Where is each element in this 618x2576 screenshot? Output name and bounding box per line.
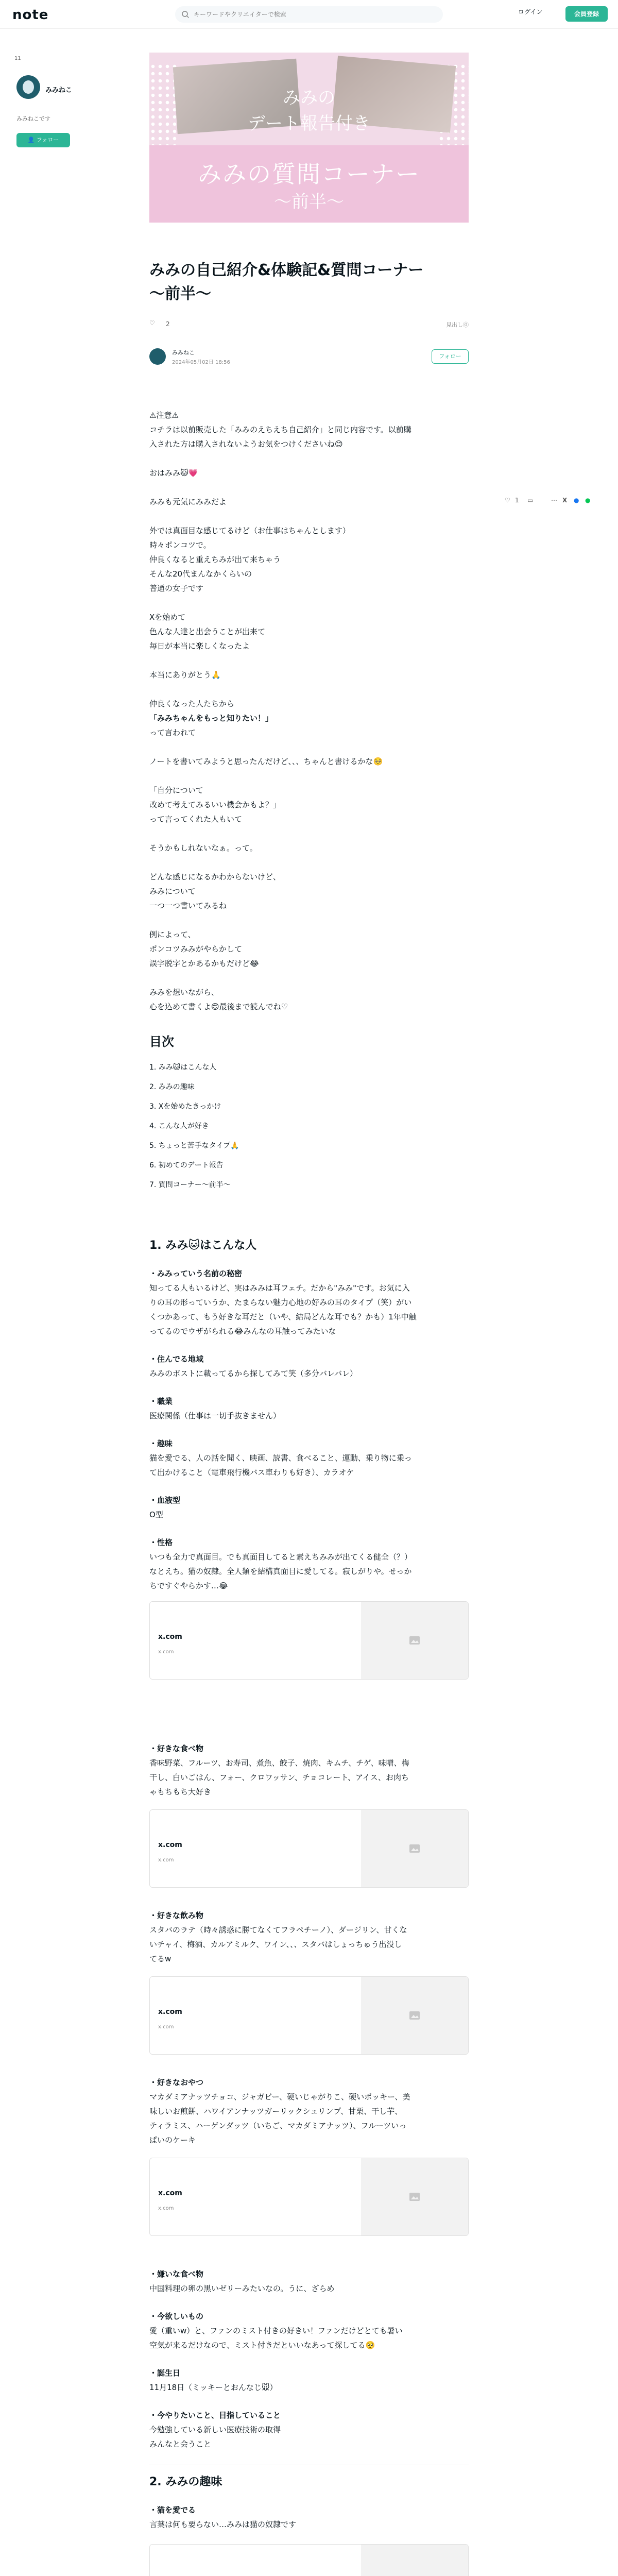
intro-line: 仲良くなると重えちみが出て来ちゃう <box>149 555 281 564</box>
search-box[interactable] <box>175 6 443 23</box>
block-label: ・嫌いな食べ物 <box>149 2269 204 2279</box>
block-label: ・好きな飲み物 <box>149 1911 204 1920</box>
toc-item[interactable]: 5. ちょっと苦手なタイプ🙏 <box>149 1142 239 1150</box>
block-text: 知ってる人もいるけど、実はみみは耳フェチ。だから"みみ"です。お気に入 <box>149 1283 410 1293</box>
magazine-count: 11 <box>14 56 21 61</box>
person-add-icon: 👤 <box>27 137 37 143</box>
block-text: 空気が来るだけなので、ミスト付きだといいなあって探してる🥺 <box>149 2341 375 2350</box>
block-text: 中国料理の卵の黒いゼリーみたいなの。うに、ざらめ <box>149 2284 335 2293</box>
heart-icon[interactable]: ♡ <box>149 319 155 327</box>
intro-line: 色んな人達と出会うことが出来て <box>149 627 266 636</box>
intro-line: 「みみちゃんをもっと知りたい！」 <box>149 714 273 723</box>
intro-line: みみについて <box>149 887 196 896</box>
embed-thumbnail <box>361 2545 468 2576</box>
block-text: ゃもちもち大好き <box>149 1787 212 1797</box>
intro-line: どんな感じになるかわからないけど、 <box>149 872 281 882</box>
intro-line: って言ってくれた人もいて <box>149 815 243 824</box>
intro-line: みみも元気にみみだよ <box>149 497 227 506</box>
intro-line: おはみみ🐱💗 <box>149 468 198 478</box>
intro-line: 一つ一つ書いてみるね <box>149 901 227 910</box>
block-text: マカダミアナッツチョコ、ジャガビー、硬いじゃがりこ、硬いポッキー、美 <box>149 2092 410 2102</box>
block-label: ・趣味 <box>149 1439 173 1448</box>
author-avatar[interactable] <box>149 348 166 365</box>
intro-line: って言われて <box>149 728 196 737</box>
author-row <box>149 346 469 367</box>
block-text: てるw <box>149 1954 171 1963</box>
facebook-share-icon[interactable]: ● <box>574 497 579 504</box>
embed-url: x.com <box>158 2206 174 2211</box>
hero-line-1: みみの <box>283 88 335 108</box>
toc-item[interactable]: 2. みみの趣味 <box>149 1083 195 1091</box>
intro-line: 普通の女子です <box>149 584 204 593</box>
share-bar <box>505 495 613 507</box>
block-text: いチャイ、梅酒、カルアミルク、ワイン、、、スタバはしょっちゅう出没し <box>149 1940 402 1949</box>
block-text: 干し、白いごはん、フォー、クロワッサン、チョコレート、アイス、お肉ち <box>149 1773 409 1782</box>
block-text: ちですぐやらかす…😂 <box>149 1581 228 1590</box>
toc-item[interactable]: 7. 質問コーナー〜前半〜 <box>149 1181 231 1189</box>
block-text: ってるのでウザがられる😂みんなの耳触ってみたいな <box>149 1327 336 1336</box>
creator-sidebar <box>14 56 112 143</box>
intro-line: 入された方は購入されないようお気をつけくださいね😊 <box>149 439 343 449</box>
block-text: て出かけること（電車飛行機バス車わりも好き）、カラオケ <box>149 1468 354 1477</box>
x-embed-card[interactable] <box>149 1809 469 1888</box>
hero-image <box>149 53 469 223</box>
intro-line: 仲良くなった人たちから <box>149 699 235 708</box>
intro-line: みみを想いながら、 <box>149 988 219 997</box>
block-text: 猫を愛でる、人の話を聞く、映画、読書、食べること、運動、乗り物に乗っ <box>149 1453 412 1463</box>
intro-line: コチラは以前販売した「みみのえちえち自己紹介」と同じ内容です。以前購 <box>149 425 411 434</box>
follow-button[interactable]: フォロー <box>432 349 469 364</box>
image-placeholder-icon <box>408 1842 421 1855</box>
block-text: いつも全力で真面目。でも真面目してると素えちみみが出てくる健全（？） <box>149 1552 413 1562</box>
block-text: スタバのラテ（時々誘惑に勝てなくてフラペチーノ）、ダージリン、甘くな <box>149 1925 407 1935</box>
block-text: みんなと会うこと <box>149 2439 212 2449</box>
block-label: ・好きな食べ物 <box>149 1744 204 1753</box>
embed-title: x.com <box>158 2008 182 2016</box>
block-label: ・みみっていう名前の秘密 <box>149 1269 243 1278</box>
block-text: 香味野菜、フルーツ、お寿司、煮魚、餃子、焼肉、キムチ、チゲ、味噌、梅 <box>149 1758 409 1768</box>
embed-thumbnail <box>361 1977 468 2054</box>
intro-line: 「自分について <box>149 786 203 795</box>
embed-url: x.com <box>158 1857 174 1863</box>
block-label: ・血液型 <box>149 1496 181 1505</box>
block-text: 11月18日（ミッキーとおんなじ🐭） <box>149 2383 278 2392</box>
embed-title: x.com <box>158 2189 182 2197</box>
search-input[interactable] <box>194 6 436 23</box>
intro-line: 例によって、 <box>149 930 196 939</box>
article-meta <box>149 319 469 331</box>
site-header <box>0 0 618 29</box>
embed-title: x.com <box>158 1841 182 1849</box>
title-line-2: 〜前半〜 <box>149 285 211 303</box>
creator-name[interactable]: みみねこ <box>45 87 73 94</box>
block-label: ・好きなおやつ <box>149 2078 204 2087</box>
creator-avatar[interactable] <box>16 75 40 99</box>
block-label: ・猫を愛でる <box>149 2505 196 2515</box>
embed-thumbnail <box>361 1602 468 1679</box>
x-embed-card[interactable] <box>149 1976 469 2055</box>
block-text: 医療関係（仕事は一切手抜きません） <box>149 1411 281 1420</box>
toc-item[interactable]: 4. こんな人が好き <box>149 1122 209 1130</box>
embed-url: x.com <box>158 1649 174 1655</box>
block-text: 愛（重いw）と、ファンのミスト付きの好きい！ファンだけどとても暑い <box>149 2326 403 2335</box>
heart-icon[interactable]: ♡ <box>505 497 510 504</box>
embed-thumbnail <box>361 1810 468 1887</box>
signup-button[interactable]: 会員登録 <box>565 6 608 22</box>
block-label: ・性格 <box>149 1538 173 1547</box>
x-embed-card[interactable] <box>149 2544 469 2576</box>
image-placeholder-icon <box>408 1634 421 1647</box>
intro-line: Xを始めて <box>149 613 186 622</box>
embed-thumbnail <box>361 2158 468 2235</box>
comment-icon[interactable]: ▭ <box>527 497 534 504</box>
intro-line: 外では真面目な感じてるけど（お仕事はちゃんとします） <box>149 526 351 535</box>
more-icon[interactable]: ⋯ <box>551 497 557 504</box>
image-placeholder-icon <box>408 2191 421 2203</box>
toc-item[interactable]: 3. Xを始めたきっかけ <box>149 1103 221 1111</box>
creator-bio: みみねこです <box>16 115 50 122</box>
search-icon <box>181 10 190 19</box>
block-text: 今勉強している新しい医療技術の取得 <box>149 2425 281 2434</box>
follow-label: フォロー <box>36 137 59 143</box>
hero-line-3: みみの質問コーナー <box>198 160 420 188</box>
block-label: ・誕生日 <box>149 2368 181 2378</box>
title-line-1: みみの自己紹介&体験記&質問コーナー <box>149 261 424 279</box>
toc-title: 目次 <box>149 1035 174 1049</box>
intro-line: そうかもしれないなぁ。って。 <box>149 843 258 853</box>
intro-line: ノートを書いてみようと思ったんだけど、、、ちゃんと書けるかな🥺 <box>149 757 383 766</box>
intro-line: 毎日が本当に楽しくなったよ <box>149 641 250 651</box>
intro-line: 本当にありがとう🙏 <box>149 670 221 680</box>
block-text: ぱいのケーキ <box>149 2136 196 2145</box>
block-text: 言葉は何も要らない…みみは猫の奴隷です <box>149 2520 297 2529</box>
block-text: なとえち。猫の奴隷。全人類を結構真面目に愛してる。寂しがりや。せっか <box>149 1567 412 1576</box>
block-text: りの耳の形っていうか、たまらない魅力心地の好みの耳のタイプ（笑）がい <box>149 1298 412 1307</box>
hero-line-2: デート報告付き <box>248 113 370 134</box>
sidebar-follow-button[interactable] <box>16 133 70 147</box>
heading-info[interactable]: 見出し⓪ <box>446 321 469 328</box>
intro-line: 時々ポンコツで。 <box>149 540 211 550</box>
x-embed-card[interactable] <box>149 1601 469 1680</box>
intro-line: 改めて考えてみるいい機会かもよ？」 <box>149 800 281 809</box>
publish-date: 2024年05月02日 18:56 <box>172 360 230 365</box>
section-title: 1. みみ🐱はこんな人 <box>149 1239 257 1252</box>
block-label: ・職業 <box>149 1397 173 1406</box>
note-logo[interactable]: note <box>12 7 49 23</box>
block-text: くつかあって、もう好きな耳だと（いや、結局どんな耳でも？かも）1年中触 <box>149 1312 417 1321</box>
block-label: ・住んでる地域 <box>149 1354 204 1364</box>
line-share-icon[interactable]: ● <box>585 497 591 504</box>
embed-title <box>158 2572 182 2576</box>
block-text: ティラミス、ハーゲンダッツ（いちご、マカダミアナッツ）、フルーツいっ <box>149 2121 407 2130</box>
like-count: 2 <box>166 320 170 328</box>
intro-line: ⚠注意⚠ <box>149 411 179 420</box>
block-text: O型 <box>149 1510 163 1519</box>
intro-line: そんな20代まんなかくらいの <box>149 569 252 579</box>
embed-title: x.com <box>158 1633 182 1641</box>
hero-line-4: 〜前半〜 <box>274 192 344 212</box>
block-text: 味しいお煎餅、ハワイアンナッツガーリックシュリンプ、甘栗、干し芋、 <box>149 2107 403 2116</box>
x-share-icon[interactable]: X <box>562 497 568 504</box>
block-label: ・今欲しいもの <box>149 2312 204 2321</box>
intro-line: ポンコツみみがやらかして <box>149 944 243 954</box>
block-label: ・今やりたいこと、目指していること <box>149 2411 281 2420</box>
intro-line: 誤字脱字とかあるかもだけど😂 <box>149 959 259 968</box>
toc-item[interactable]: 1. みみ🐱はこんな人 <box>149 1063 217 1072</box>
section-title: 2. みみの趣味 <box>149 2476 222 2488</box>
embed-url: x.com <box>158 2024 174 2030</box>
image-placeholder-icon <box>408 2009 421 2022</box>
block-text: みみのポストに載ってるから探してみて笑（多分バレバレ） <box>149 1369 357 1378</box>
x-embed-card[interactable] <box>149 2158 469 2236</box>
login-link[interactable]: ログイン <box>518 8 543 15</box>
intro-line: 心を込めて書くよ😊最後まで読んでね♡ <box>149 1002 288 1011</box>
toc-item[interactable]: 6. 初めてのデート報告 <box>149 1161 224 1170</box>
article-title <box>149 259 469 306</box>
author-name[interactable]: みみねこ <box>172 349 195 356</box>
share-like-count: 1 <box>515 497 519 504</box>
